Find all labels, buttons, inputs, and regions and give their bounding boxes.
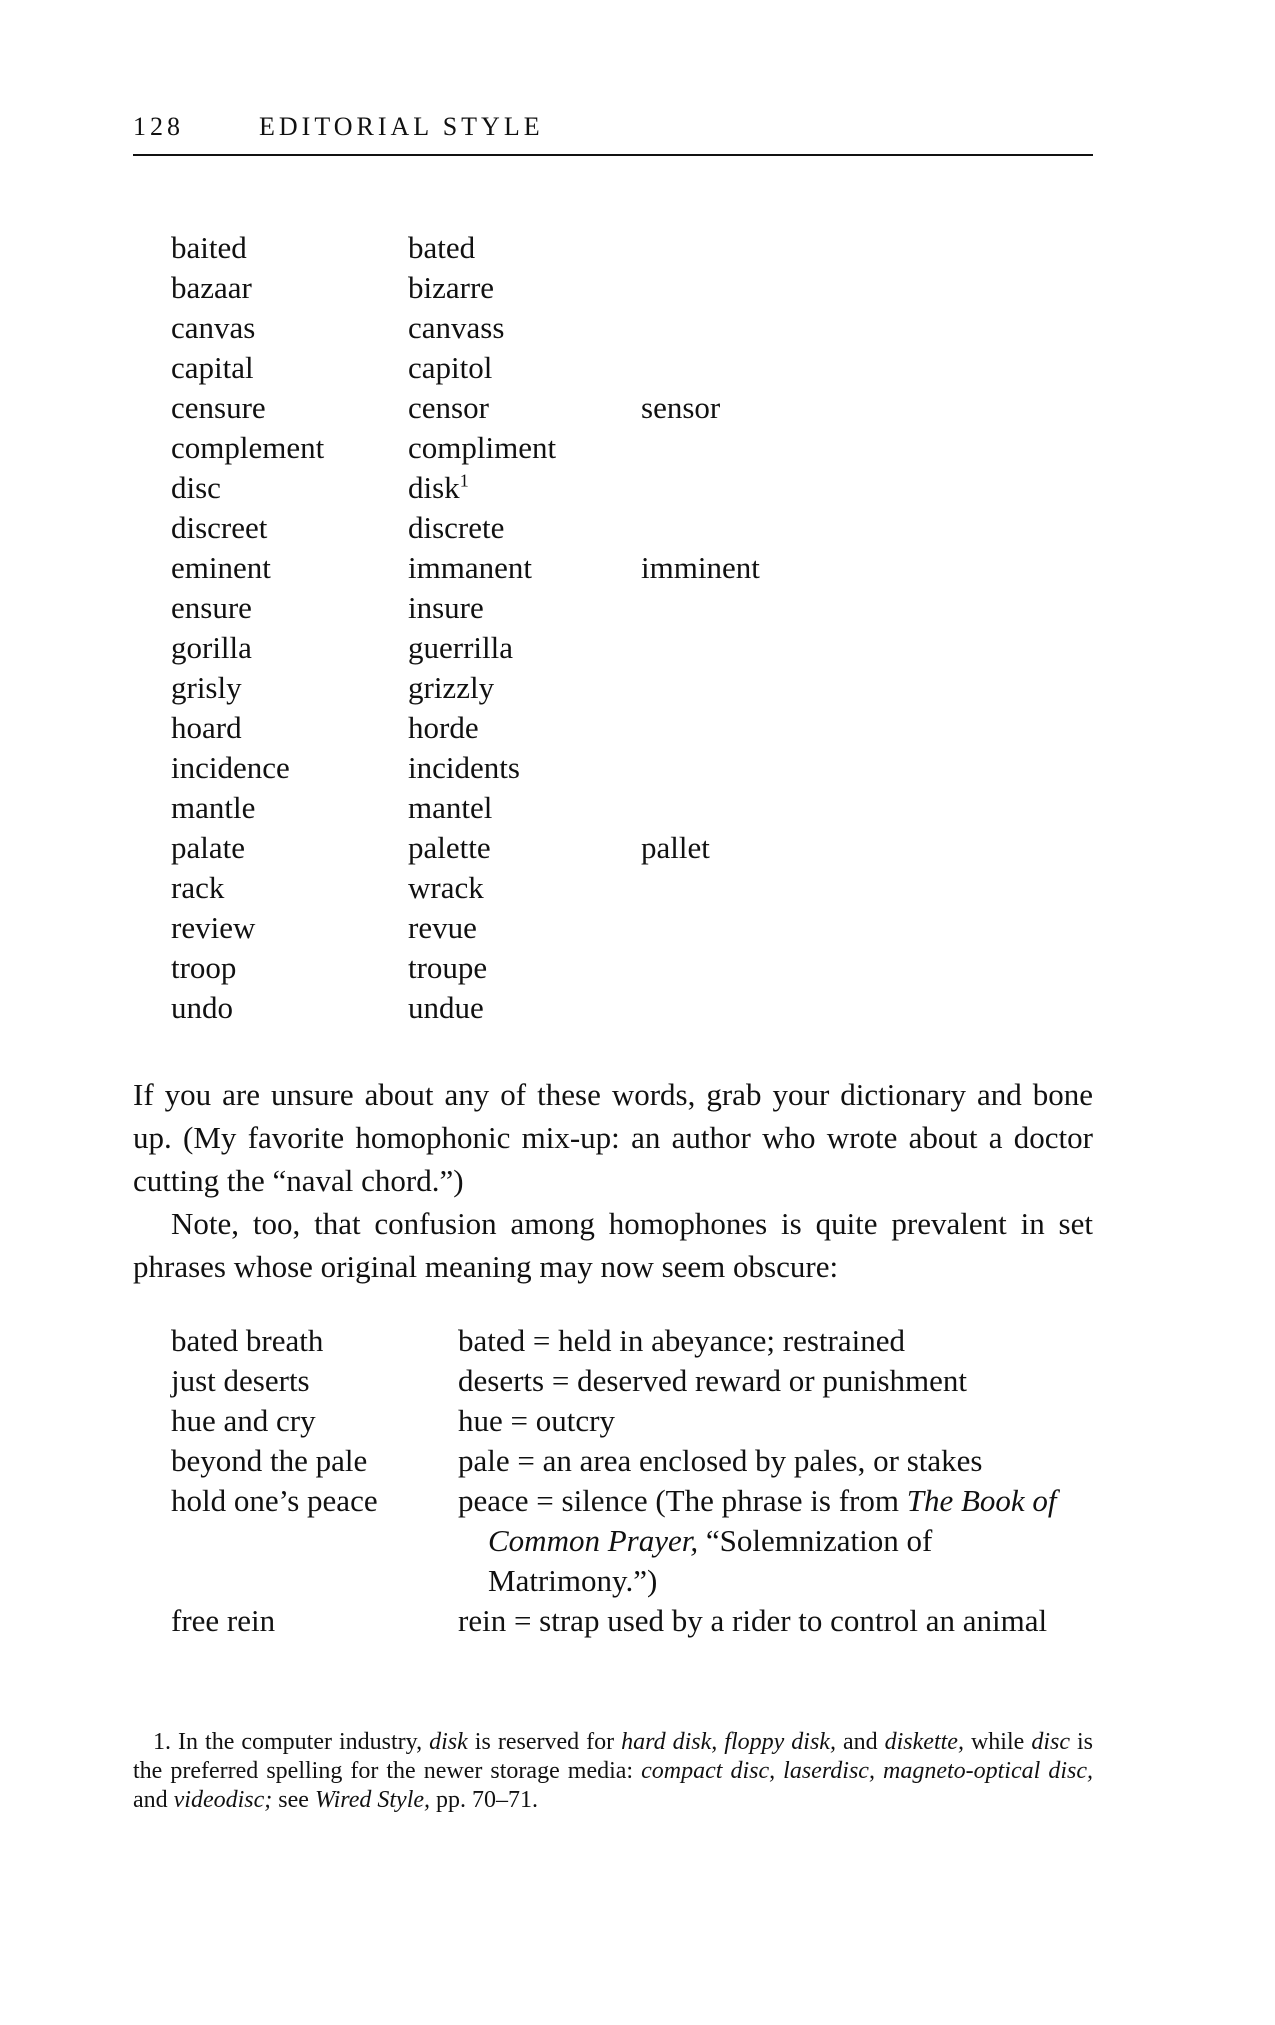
phrase-gloss — [458, 1481, 1088, 1601]
homophone-word: immanent — [408, 550, 532, 585]
phrase-gloss: hue = outcry — [458, 1403, 615, 1438]
homophone-word: disk — [408, 470, 460, 505]
book-page — [133, 0, 1093, 2025]
homophone-row — [171, 668, 971, 708]
homophone-row — [171, 508, 971, 548]
running-head-title: EDITORIAL STYLE — [259, 112, 544, 141]
homophone-word: troupe — [408, 950, 488, 985]
homophone-word: compliment — [408, 430, 557, 465]
footnote-text — [133, 1728, 1093, 1815]
homophone-row — [171, 428, 971, 468]
homophone-word-with-footnote — [408, 468, 469, 508]
phrase-gloss: deserts = deserved reward or punishment — [458, 1363, 968, 1398]
homophone-row — [171, 828, 971, 868]
gloss-text: “Solemnization of Matrimony.”) — [488, 1523, 933, 1598]
set-phrase-row — [171, 1361, 1093, 1401]
footnote-run: see — [272, 1787, 315, 1813]
homophone-word: guerrilla — [408, 630, 514, 665]
homophone-word: rack — [171, 870, 225, 905]
homophone-row — [171, 268, 971, 308]
set-phrase: bated breath — [171, 1323, 324, 1358]
homophone-word: undue — [408, 990, 484, 1025]
homophone-row — [171, 748, 971, 788]
set-phrase-row — [171, 1481, 1093, 1601]
homophone-row — [171, 788, 971, 828]
homophone-word: palate — [171, 830, 246, 865]
homophone-word: mantel — [408, 790, 493, 825]
homophone-word: bizarre — [408, 270, 495, 305]
footnote-run: and — [835, 1729, 885, 1755]
set-phrase-row — [171, 1401, 1093, 1441]
homophone-row — [171, 228, 971, 268]
homophone-word: incidence — [171, 750, 290, 785]
footnote-run: is the preferred spelling for the newer storage media: — [133, 1729, 1094, 1784]
homophone-row — [171, 988, 971, 1028]
homophone-word: pallet — [641, 830, 710, 865]
footnote-run: while — [963, 1729, 1032, 1755]
homophone-row — [171, 948, 971, 988]
footnote-italic: Wired Style, — [314, 1787, 431, 1813]
homophone-word: palette — [408, 830, 491, 865]
phrase-gloss: rein = strap used by a rider to control an animal — [458, 1603, 1048, 1638]
footnote-reference[interactable]: 1 — [459, 470, 469, 491]
footnote-italic: disk — [429, 1729, 468, 1755]
homophone-word: gorilla — [171, 630, 252, 665]
homophone-word: discreet — [171, 510, 268, 545]
set-phrase: beyond the pale — [171, 1443, 368, 1478]
homophone-row — [171, 588, 971, 628]
homophone-row — [171, 468, 971, 508]
homophone-word: undo — [171, 990, 233, 1025]
footnote-run: is reserved for — [467, 1729, 622, 1755]
homophone-word: sensor — [641, 390, 721, 425]
homophone-row — [171, 388, 971, 428]
homophone-word: hoard — [171, 710, 242, 745]
homophone-word: canvas — [171, 310, 256, 345]
homophone-word: wrack — [408, 870, 484, 905]
homophone-word: canvass — [408, 310, 505, 345]
footnote-italic: diskette, — [884, 1729, 964, 1755]
homophone-word: discrete — [408, 510, 505, 545]
footnote-run: pp. 70–71. — [430, 1787, 539, 1813]
paragraph: If you are unsure about any of these words, grab your dictionary and bone up. (My favorite homophonic mix-up: an author who wrote about a doctor cutting the “naval chord.”) — [133, 1077, 1093, 1198]
gloss-text: peace = silence (The phrase is from — [458, 1483, 907, 1518]
paragraph: Note, too, that confusion among homophones is quite prevalent in set phrases whose original meaning may now seem obscure: — [133, 1206, 1093, 1284]
homophone-word: censor — [408, 390, 489, 425]
homophone-word: imminent — [641, 550, 760, 585]
homophone-word: grizzly — [408, 670, 495, 705]
homophone-row — [171, 708, 971, 748]
homophone-row — [171, 308, 971, 348]
homophone-word: eminent — [171, 550, 271, 585]
homophone-word: incidents — [408, 750, 520, 785]
homophone-row — [171, 348, 971, 388]
homophone-row — [171, 868, 971, 908]
homophone-word: bated — [408, 230, 476, 265]
set-phrase: free rein — [171, 1603, 276, 1638]
footnote — [133, 1728, 1093, 1815]
homophone-word: capitol — [408, 350, 493, 385]
footnote-italic: hard disk, floppy disk, — [621, 1729, 836, 1755]
page-number: 128 — [133, 112, 184, 141]
gloss-book-title: The Book of Common Prayer, — [488, 1483, 1057, 1558]
set-phrase-row — [171, 1601, 1093, 1641]
homophone-word: insure — [408, 590, 484, 625]
homophone-row — [171, 548, 971, 588]
homophone-word: bazaar — [171, 270, 252, 305]
homophone-word: revue — [408, 910, 477, 945]
homophone-word: complement — [171, 430, 325, 465]
homophone-word: capital — [171, 350, 254, 385]
homophone-word: mantle — [171, 790, 256, 825]
homophone-word: grisly — [171, 670, 242, 705]
homophone-row — [171, 908, 971, 948]
homophone-word: horde — [408, 710, 479, 745]
homophone-word: review — [171, 910, 256, 945]
set-phrase-row — [171, 1441, 1093, 1481]
set-phrase-row — [171, 1321, 1093, 1361]
footnote-italic: disc — [1031, 1729, 1070, 1755]
homophone-row — [171, 628, 971, 668]
homophone-word: ensure — [171, 590, 252, 625]
set-phrase: just deserts — [171, 1363, 310, 1398]
footnote-italic: videodisc; — [173, 1787, 273, 1813]
footnote-run: In the computer industry, — [171, 1729, 430, 1755]
homophone-list — [171, 228, 971, 1028]
set-phrase-list — [171, 1321, 1093, 1641]
body-text — [133, 1073, 1093, 1288]
set-phrase: hue and cry — [171, 1403, 316, 1438]
phrase-gloss: bated = held in abeyance; restrained — [458, 1323, 905, 1358]
homophone-word: troop — [171, 950, 237, 985]
homophone-word: censure — [171, 390, 266, 425]
homophone-word: baited — [171, 230, 247, 265]
footnote-italic: compact disc, laserdisc, magneto-optical disc, — [641, 1758, 1093, 1784]
running-head — [133, 110, 1093, 156]
footnote-number: 1. — [153, 1729, 171, 1755]
footnote-run: and — [133, 1787, 174, 1813]
set-phrase: hold one’s peace — [171, 1483, 378, 1518]
phrase-gloss: pale = an area enclosed by pales, or stakes — [458, 1443, 983, 1478]
homophone-word: disc — [171, 470, 221, 505]
